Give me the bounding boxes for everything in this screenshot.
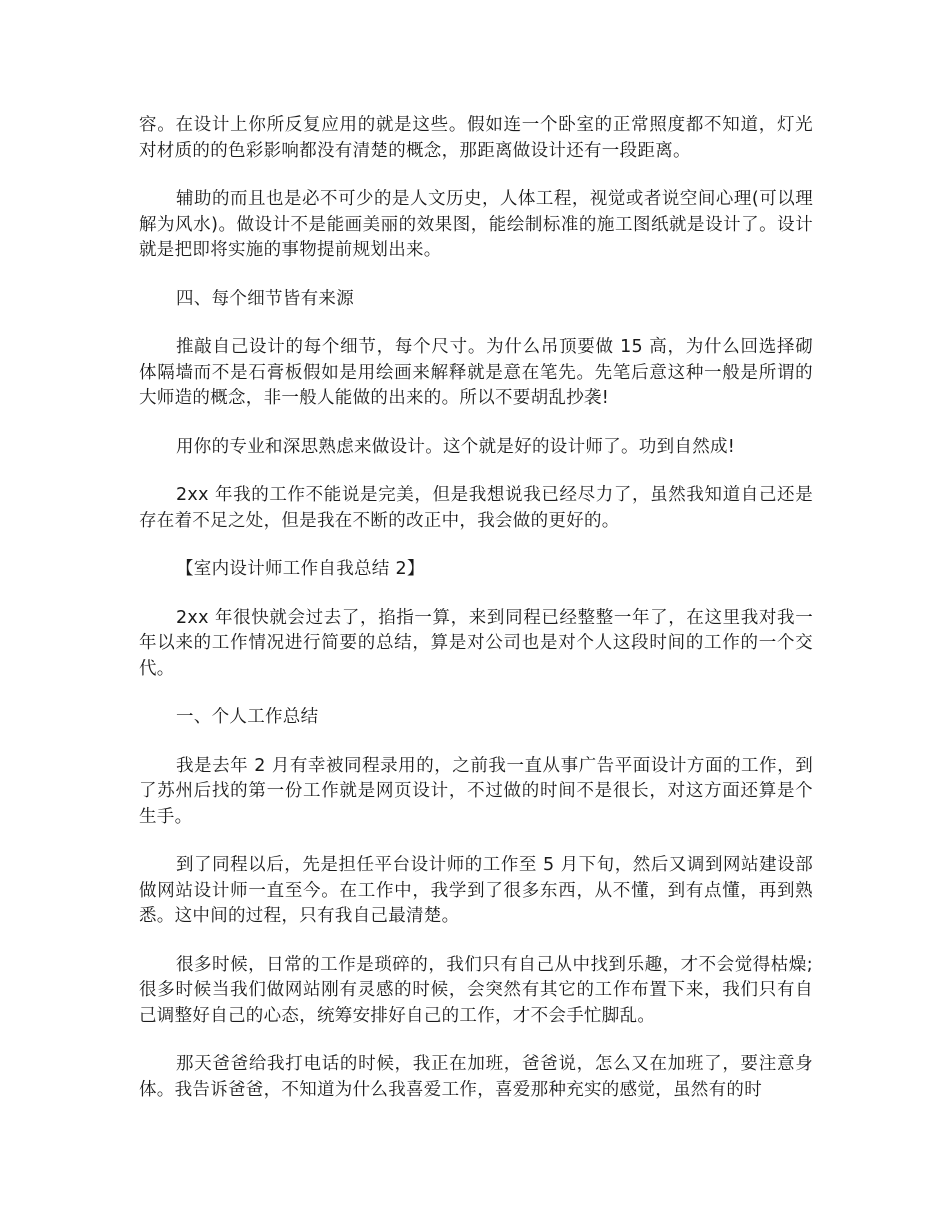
- paragraph-father-call: 那天爸爸给我打电话的时候，我正在加班，爸爸说，怎么又在加班了，要注意身体。我告诉爸爸，不知道为什么我喜爱工作，喜爱那种充实的感觉，虽然有的时: [139, 1054, 813, 1100]
- paragraph-daily-work: 很多时候，日常的工作是琐碎的，我们只有自己从中找到乐趣，才不会觉得枯燥;很多时候当我们做网站刚有灵感的时候，会突然有其它的工作布置下来，我们只有自己调整好自己的心态，统筹安排好自己的工作，才不会手忙脚乱。: [139, 954, 813, 1026]
- document-body: [139, 113, 813, 1126]
- paragraph-year-summary: 2xx 年我的工作不能说是完美，但是我想说我已经尽力了，虽然我知道自己还是存在着不足之处，但是我在不断的改正中，我会做的更好的。: [139, 485, 813, 531]
- paragraph-professional: 用你的专业和深思熟虑来做设计。这个就是好的设计师了。功到自然成!: [176, 436, 736, 457]
- paragraph-intro: 2xx 年很快就会过去了，掐指一算，来到同程已经整整一年了，在这里我对我一年以来的工作情况进行简要的总结，算是对公司也是对个人这段时间的工作的一个交代。: [139, 607, 813, 679]
- paragraph-details: 推敲自己设计的每个细节，每个尺寸。为什么吊顶要做 15 高，为什么回选择砌体隔墙而不是石膏板假如是用绘画来解释就是意在笔先。先笔后意这种一般是所谓的大师造的概念，非一般人能做的出来的。所以不要胡乱抄袭!: [139, 337, 813, 408]
- paragraph-roles: 到了同程以后，先是担任平台设计师的工作至 5 月下旬，然后又调到网站建设部做网站设计师一直至今。在工作中，我学到了很多东西，从不懂，到有点懂，再到熟悉。这中间的过程，只有我自己最清楚。: [139, 855, 813, 926]
- paragraph-humanities: 辅助的而且也是必不可少的是人文历史，人体工程，视觉或者说空间心理(可以理解为风水)。做设计不是能画美丽的效果图，能绘制标准的施工图纸就是设计了。设计就是把即将实施的事物提前规划出来。: [139, 189, 813, 260]
- section-heading-details: 四、每个细节皆有来源: [176, 288, 354, 309]
- paragraph-continuation: 容。在设计上你所反复应用的就是这些。假如连一个卧室的正常照度都不知道，灯光对材质的的色彩影响都没有清楚的概念，那距离做设计还有一段距离。: [139, 115, 813, 161]
- paragraph-hired: 我是去年 2 月有幸被同程录用的，之前我一直从事广告平面设计方面的工作，到了苏州后找的第一份工作就是网页设计，不过做的时间不是很长，对这方面还算是个生手。: [139, 755, 813, 827]
- section-heading-summary-2: 【室内设计师工作自我总结 2】: [176, 559, 425, 579]
- section-heading-personal: 一、个人工作总结: [176, 707, 319, 727]
